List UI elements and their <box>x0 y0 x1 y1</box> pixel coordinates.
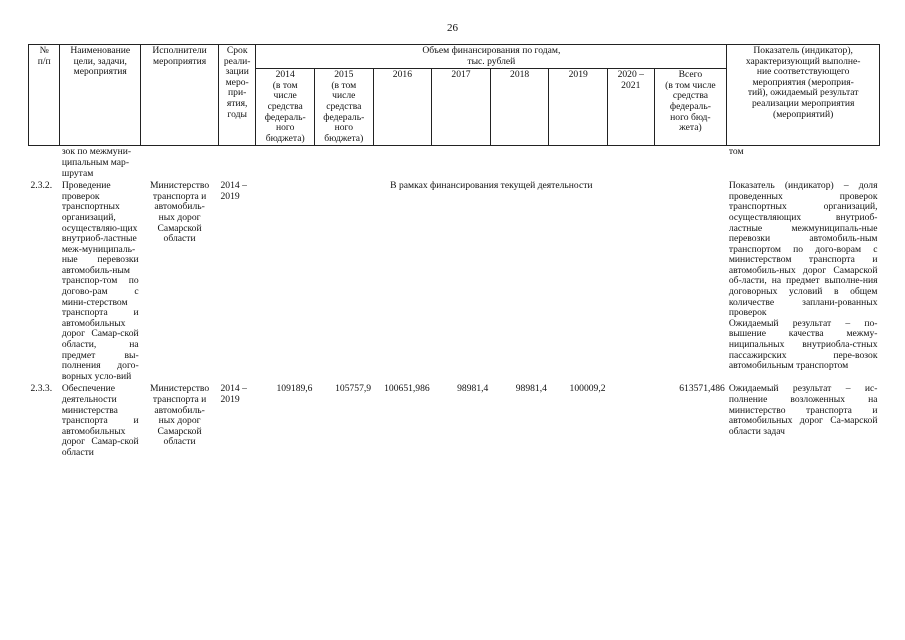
header-indicator: Показатель (индикатор), характеризующий выполне- ние соответствующего мероприятия (мероприя- тий), ожидаемый результат реализации мероприятия (мероприятий) <box>727 45 880 146</box>
row-value-2019: 100009,2 <box>569 383 606 395</box>
row-num: 2.3.2. <box>30 180 53 192</box>
header-year-2019: 2019 <box>549 69 608 146</box>
row-num <box>29 146 60 180</box>
row-value-total: 613571,486 <box>679 383 725 395</box>
table-row <box>29 180 880 383</box>
row-value-2016: 100651,986 <box>384 383 430 395</box>
row-funding-empty <box>256 146 727 180</box>
header-total: Всего (в том числе средства федераль- ного бюд- жета) <box>654 69 727 146</box>
header-year-2017: 2017 <box>432 69 491 146</box>
table-row <box>29 146 880 180</box>
row-term: 2014 – 2019 <box>220 180 247 202</box>
row-executors: Министерство транспорта и автомобиль- ных дорог Самарской области <box>150 180 210 245</box>
row-executors <box>141 146 219 180</box>
row-executors: Министерство транспорта и автомобиль- ных дорог Самарской области <box>150 383 210 448</box>
program-measures-table <box>28 44 880 460</box>
row-name: Обеспечение деятельности министерства транспорта и автомобильных дорог Самар-ской области <box>61 383 139 458</box>
row-indicator: Показатель (индикатор) – доля проведенных проверок транспортных организаций, осуществляющих внутриоб-ластные межмуниципаль-ные перевозки автомобиль-ным транспортом по дого-ворам с министерством транспорта и автомобиль-ных дорог Самарской об-ласти, на предмет выполне-ния договорных условий в общем количестве заплани-рованных проверок Ожидаемый результат – по-вышение качества межму-ниципальных внутриобла-стных пассажирских пере-возок автомобильным транспортом <box>728 180 878 372</box>
header-funding: Объем финансирования по годам, тыс. рублей <box>256 45 727 69</box>
table-row <box>29 383 880 459</box>
row-funding-note: В рамках финансирования текущей деятельности <box>390 180 593 192</box>
header-year-2020-2021: 2020 – 2021 <box>608 69 654 146</box>
row-name: Проведение проверок транспортных организаций, осуществляю-щих внутриоб-ластные меж-муниципаль-ные перевозки автомобиль-ным транспор-том по догово-рам с мини-стерством транспорта и автомобильных дорог Самар-ской области, на предмет вы-полнения дого-ворных усло-вий <box>61 180 139 382</box>
row-indicator: том <box>728 146 744 158</box>
header-year-2016: 2016 <box>373 69 432 146</box>
row-value-2018: 98981,4 <box>515 383 547 395</box>
header-term: Срок реали- зации меро- при- ятия, годы <box>218 45 255 146</box>
page-number: 26 <box>447 22 458 34</box>
header-name: Наименование цели, задачи, мероприятия <box>60 45 141 146</box>
row-value-2014: 109189,6 <box>276 383 313 395</box>
row-term <box>218 146 255 180</box>
header-num: № п/п <box>29 45 60 146</box>
header-executors: Исполнители мероприятия <box>141 45 219 146</box>
header-year-2015: 2015 (в том числе средства федераль- ного бюджета) <box>314 69 373 146</box>
row-value-2020-2021 <box>608 383 654 459</box>
header-row-top <box>29 45 880 69</box>
row-indicator: Ожидаемый результат – ис-полнение возложенных на министерство транспорта и автомобильных дорог Са-марской области задач <box>728 383 878 437</box>
row-num: 2.3.3. <box>30 383 53 395</box>
row-value-2015: 105757,9 <box>335 383 372 395</box>
row-term: 2014 – 2019 <box>220 383 247 405</box>
row-value-2017: 98981,4 <box>457 383 489 395</box>
row-name: зок по межмуни- ципальным мар- шрутам <box>61 146 132 179</box>
header-year-2014: 2014 (в том числе средства федераль- ного бюджета) <box>256 69 315 146</box>
header-year-2018: 2018 <box>490 69 549 146</box>
